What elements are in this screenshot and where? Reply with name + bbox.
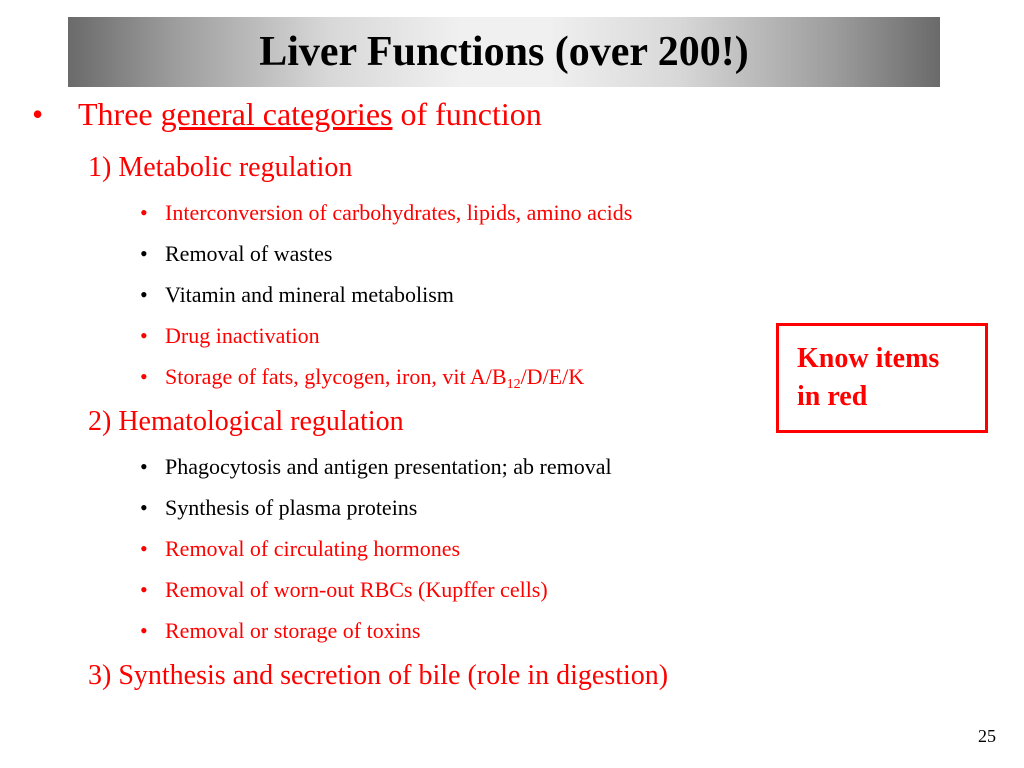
category-heading-metabolic: 1) Metabolic regulation <box>88 152 353 183</box>
bullet-icon: • <box>140 364 148 389</box>
list-item-tail: /D/E/K <box>520 364 585 389</box>
list-item-text: Removal of worn-out RBCs (Kupffer cells) <box>165 577 548 602</box>
list-item-text: Synthesis of plasma proteins <box>165 495 418 520</box>
list-item-text: Vitamin and mineral metabolism <box>165 282 454 307</box>
title-bar <box>68 17 940 87</box>
bullet-icon: • <box>140 200 148 225</box>
list-item-text: Drug inactivation <box>165 323 320 348</box>
bullet-icon: • <box>140 323 148 348</box>
intro-underlined: general categories <box>160 96 393 132</box>
list-item-text: Interconversion of carbohydrates, lipids, amino acids <box>165 200 633 225</box>
list-item <box>140 364 584 390</box>
list-item-text: Phagocytosis and antigen presentation; ab removal <box>165 454 612 479</box>
list-item <box>140 618 420 644</box>
bullet-icon: • <box>32 96 44 132</box>
list-item <box>140 495 417 521</box>
list-item <box>140 200 632 226</box>
list-item-text: Removal of wastes <box>165 241 333 266</box>
bullet-icon: • <box>140 282 148 307</box>
bullet-icon: • <box>140 536 148 561</box>
bullet-icon: • <box>140 454 148 479</box>
list-item-text: Removal or storage of toxins <box>165 618 421 643</box>
page-number: 25 <box>978 726 996 746</box>
bullet-icon: • <box>140 618 148 643</box>
bullet-icon: • <box>140 495 148 520</box>
subscript: 12 <box>506 377 521 392</box>
intro-after: of function <box>392 96 542 132</box>
callout-box <box>776 323 988 433</box>
intro-line <box>32 96 542 133</box>
list-item-text: Removal of circulating hormones <box>165 536 461 561</box>
callout-line-1: Know items <box>797 343 940 374</box>
slide-title: Liver Functions (over 200!) <box>259 29 749 75</box>
category-heading-hematological: 2) Hematological regulation <box>88 406 404 437</box>
list-item <box>140 454 612 480</box>
intro-before: Three <box>78 96 161 132</box>
bullet-icon: • <box>140 577 148 602</box>
list-item-text: Storage of fats, glycogen, iron, vit A/B <box>165 364 507 389</box>
bullet-icon: • <box>140 241 148 266</box>
callout-line-2: in red <box>797 381 868 412</box>
list-item <box>140 536 460 562</box>
list-item <box>140 282 454 308</box>
list-item <box>140 577 548 603</box>
list-item <box>140 323 320 349</box>
category-heading-bile: 3) Synthesis and secretion of bile (role in digestion) <box>88 660 669 691</box>
list-item <box>140 241 332 267</box>
callout-text <box>797 340 987 416</box>
